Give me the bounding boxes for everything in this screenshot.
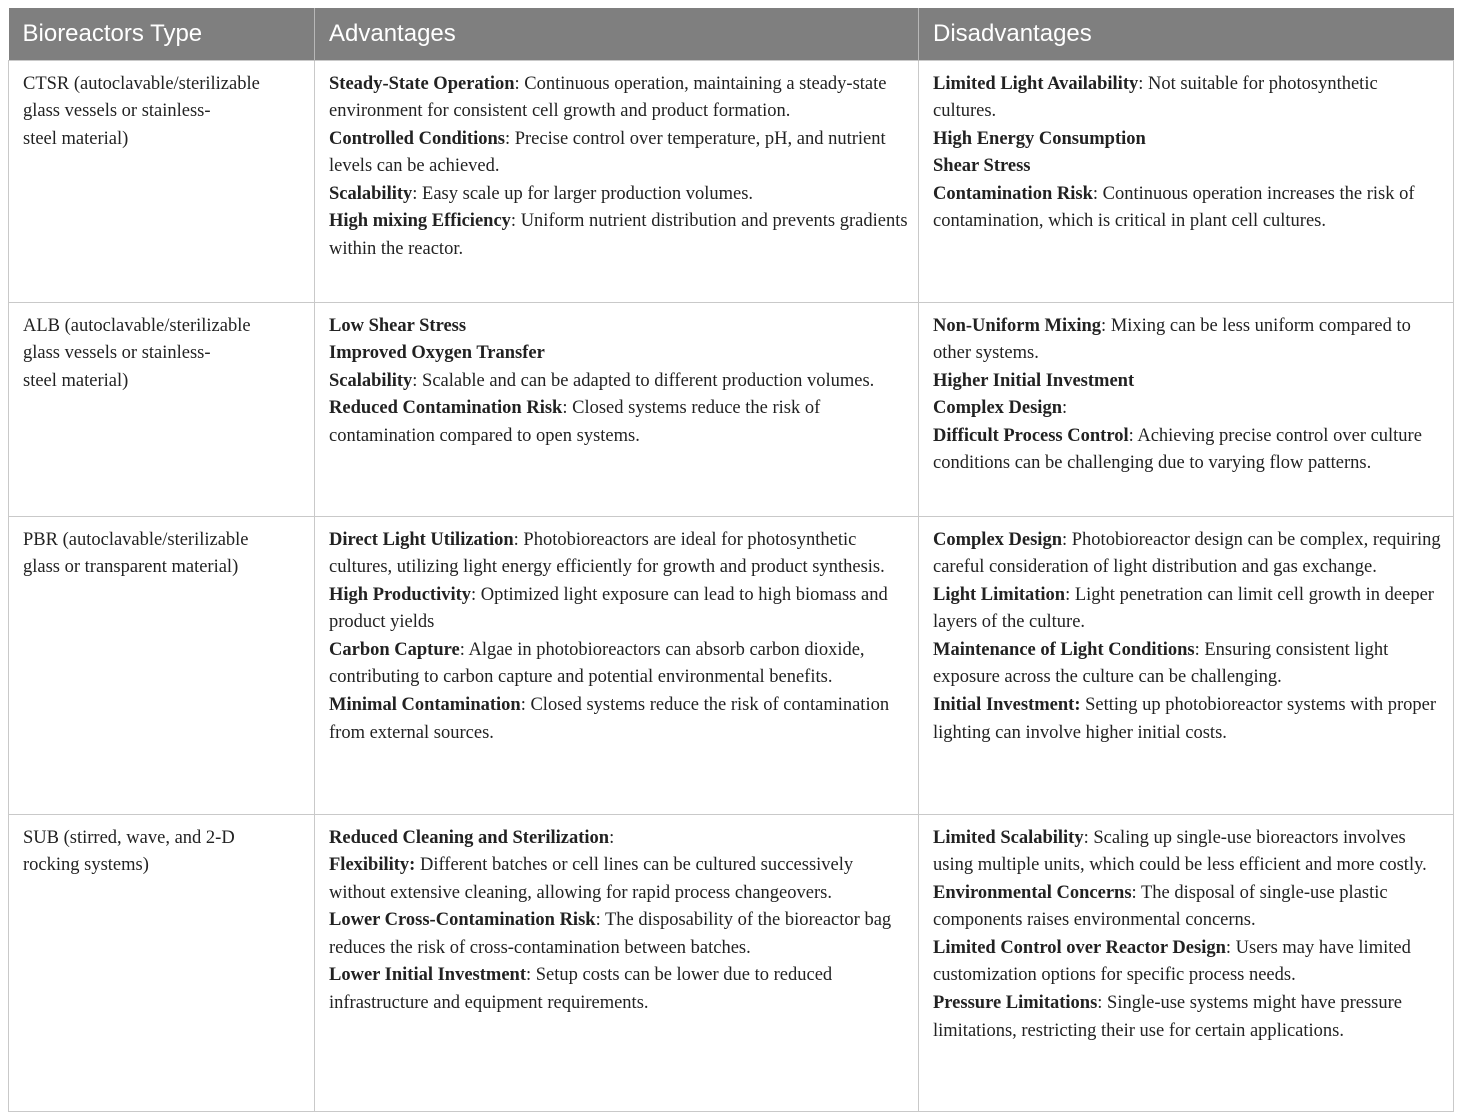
advantage-item-description: Closed systems reduce the risk of contamination compared to open systems. bbox=[329, 398, 821, 446]
advantage-item bbox=[329, 582, 908, 637]
disadvantage-item-separator: : bbox=[1138, 73, 1148, 94]
advantages-cell bbox=[315, 302, 919, 516]
disadvantage-item bbox=[933, 825, 1443, 880]
bioreactor-type-line: CTSR (autoclavable/sterilizable bbox=[23, 73, 260, 94]
disadvantages-cell bbox=[919, 302, 1454, 516]
advantage-item-separator: : bbox=[609, 827, 615, 848]
disadvantage-item-description: Ensuring consistent light exposure across the culture can be challenging. bbox=[933, 639, 1389, 688]
disadvantage-item-description: Single-use systems might have pressure limitations, restricting their use for certain applications. bbox=[933, 993, 1402, 1041]
table-body bbox=[9, 60, 1454, 1111]
advantages-cell bbox=[315, 516, 919, 814]
advantage-item bbox=[329, 637, 908, 692]
table-row bbox=[9, 814, 1454, 1111]
header-disadvantages: Disadvantages bbox=[919, 8, 1454, 60]
advantage-item-term: Improved Oxygen Transfer bbox=[329, 343, 545, 364]
advantage-item-term: Carbon Capture bbox=[329, 639, 460, 660]
disadvantage-item bbox=[933, 368, 1443, 396]
advantage-item-description: Different batches or cell lines can be cultured successively without extensive cleaning, allowing for rapid process changeovers. bbox=[329, 855, 854, 903]
advantage-item bbox=[329, 208, 908, 263]
advantage-item bbox=[329, 692, 908, 747]
disadvantage-item bbox=[933, 692, 1443, 747]
advantage-item-separator: : bbox=[514, 73, 525, 94]
advantage-item-separator: : bbox=[513, 529, 524, 550]
bioreactor-type-line: ALB (autoclavable/sterilizable bbox=[23, 315, 251, 336]
advantage-item-separator: : bbox=[471, 584, 481, 605]
advantage-item-description: Optimized light exposure can lead to high biomass and product yields bbox=[329, 584, 888, 633]
disadvantage-item-description: Scaling up single-use bioreactors involves using multiple units, which could be less efficient and more costly. bbox=[933, 827, 1427, 876]
advantage-item-separator: : bbox=[412, 183, 423, 204]
disadvantage-item-term: High Energy Consumption bbox=[933, 128, 1146, 149]
disadvantage-item-term: Difficult Process Control bbox=[933, 425, 1129, 446]
table-row bbox=[9, 60, 1454, 302]
advantage-item-description: Algae in photobioreactors can absorb carbon dioxide, contributing to carbon capture and potential environmental benefits. bbox=[329, 639, 865, 688]
table-row bbox=[9, 302, 1454, 516]
disadvantage-item bbox=[933, 637, 1443, 692]
disadvantage-item bbox=[933, 935, 1443, 990]
disadvantage-item-separator: : bbox=[1097, 993, 1108, 1014]
advantage-item bbox=[329, 852, 908, 907]
advantage-item-separator: : bbox=[510, 211, 521, 232]
disadvantage-item-term: Contamination Risk bbox=[933, 183, 1093, 204]
bioreactor-type-line: glass vessels or stainless- bbox=[23, 101, 211, 122]
advantage-item-term: Minimal Contamination bbox=[329, 695, 521, 716]
disadvantage-item bbox=[933, 71, 1443, 126]
disadvantage-item bbox=[933, 153, 1443, 181]
disadvantage-item-term: Shear Stress bbox=[933, 156, 1031, 177]
disadvantage-item-term: Complex Design bbox=[933, 529, 1062, 550]
table-header bbox=[9, 8, 1454, 60]
disadvantage-item bbox=[933, 313, 1443, 368]
advantage-item-term: Lower Initial Investment bbox=[329, 965, 526, 986]
disadvantage-item-term: Complex Design bbox=[933, 398, 1062, 419]
advantage-item bbox=[329, 340, 908, 368]
disadvantage-item-term: Non-Uniform Mixing bbox=[933, 315, 1102, 336]
disadvantage-item-description: The disposal of single-use plastic components raises environmental concerns. bbox=[933, 882, 1388, 931]
advantage-item bbox=[329, 368, 908, 396]
advantage-item-separator: : bbox=[526, 965, 536, 986]
advantage-item-separator: : bbox=[459, 639, 469, 660]
advantage-item-term: Direct Light Utilization bbox=[329, 529, 514, 550]
disadvantage-item-description: Mixing can be less uniform compared to other systems. bbox=[933, 315, 1411, 364]
disadvantage-item-term: Environmental Concerns bbox=[933, 882, 1132, 903]
bioreactor-type-line: steel material) bbox=[23, 128, 129, 149]
advantage-item-term: Flexibility: bbox=[329, 855, 416, 876]
advantage-item-separator: : bbox=[504, 128, 515, 149]
bioreactor-type-line: glass vessels or stainless- bbox=[23, 343, 211, 364]
disadvantage-item bbox=[933, 990, 1443, 1045]
advantages-cell bbox=[315, 60, 919, 302]
bioreactor-type-line: PBR (autoclavable/sterilizable bbox=[23, 529, 249, 550]
advantage-item bbox=[329, 962, 908, 1017]
disadvantage-item-term: Maintenance of Light Conditions bbox=[933, 639, 1195, 660]
advantage-item-description: Scalable and can be adapted to different production volumes. bbox=[422, 370, 875, 391]
disadvantage-item-separator: : bbox=[1062, 398, 1068, 419]
bioreactor-type-cell bbox=[9, 516, 315, 814]
disadvantage-item-separator: : bbox=[1092, 183, 1103, 204]
advantage-item-separator: : bbox=[412, 370, 423, 391]
disadvantage-item bbox=[933, 181, 1443, 236]
advantage-item-separator: : bbox=[595, 910, 605, 931]
advantage-item-term: Reduced Cleaning and Sterilization bbox=[329, 827, 610, 848]
advantage-item-term: Reduced Contamination Risk bbox=[329, 398, 563, 419]
advantage-item-description: Continuous operation, maintaining a steady-state environment for consistent cell growth and product formation. bbox=[329, 73, 887, 122]
disadvantage-item bbox=[933, 527, 1443, 582]
header-bioreactors-type: Bioreactors Type bbox=[9, 8, 315, 60]
advantage-item-term: Scalability bbox=[329, 183, 413, 204]
bioreactor-type-line: rocking systems) bbox=[23, 855, 149, 876]
bioreactor-type-line: steel material) bbox=[23, 370, 129, 391]
advantage-item bbox=[329, 313, 908, 341]
disadvantage-item-separator: : bbox=[1101, 315, 1111, 336]
disadvantage-item-description: Photobioreactor design can be complex, requiring careful consideration of light distribution and gas exchange. bbox=[933, 529, 1441, 578]
advantage-item-description: Photobioreactors are ideal for photosynthetic cultures, utilizing light energy efficiently for growth and product synthesis. bbox=[329, 529, 885, 578]
bioreactor-comparison-table bbox=[8, 8, 1454, 1112]
advantage-item bbox=[329, 907, 908, 962]
advantage-item-separator: : bbox=[562, 398, 573, 419]
advantage-item-description: Precise control over temperature, pH, and nutrient levels can be achieved. bbox=[329, 128, 886, 177]
header-advantages: Advantages bbox=[315, 8, 919, 60]
bioreactor-type-cell bbox=[9, 302, 315, 516]
disadvantage-item-description: Continuous operation increases the risk of contamination, which is critical in plant cell cultures. bbox=[933, 183, 1415, 232]
disadvantage-item-term: Limited Control over Reactor Design bbox=[933, 937, 1226, 958]
advantage-item bbox=[329, 825, 908, 853]
advantage-item bbox=[329, 527, 908, 582]
disadvantage-item bbox=[933, 423, 1443, 478]
header-row bbox=[9, 8, 1454, 60]
disadvantage-item bbox=[933, 126, 1443, 154]
advantage-item bbox=[329, 71, 908, 126]
disadvantage-item-term: Initial Investment: bbox=[933, 695, 1081, 716]
advantage-item-separator: : bbox=[520, 695, 531, 716]
disadvantages-cell bbox=[919, 60, 1454, 302]
disadvantage-item-separator: : bbox=[1131, 882, 1141, 903]
bioreactor-type-line: SUB (stirred, wave, and 2-D bbox=[23, 827, 235, 848]
disadvantage-item-separator: : bbox=[1225, 937, 1236, 958]
advantage-item-description: Setup costs can be lower due to reduced infrastructure and equipment requirements. bbox=[329, 965, 833, 1014]
disadvantage-item-separator: : bbox=[1083, 827, 1094, 848]
disadvantage-item-description: Light penetration can limit cell growth in deeper layers of the culture. bbox=[933, 584, 1434, 633]
disadvantage-item-term: Higher Initial Investment bbox=[933, 370, 1135, 391]
advantage-item-term: Low Shear Stress bbox=[329, 315, 467, 336]
disadvantage-item-separator: : bbox=[1128, 425, 1138, 446]
disadvantages-cell bbox=[919, 516, 1454, 814]
disadvantage-item-term: Light Limitation bbox=[933, 584, 1066, 605]
disadvantage-item-description: Not suitable for photosynthetic cultures. bbox=[933, 73, 1378, 122]
advantages-cell bbox=[315, 814, 919, 1111]
disadvantage-item-description: Setting up photobioreactor systems with proper lighting can involve higher initial costs. bbox=[933, 695, 1437, 743]
disadvantage-item-term: Limited Scalability bbox=[933, 827, 1084, 848]
disadvantage-item-description: Users may have limited customization options for specific process needs. bbox=[933, 937, 1411, 986]
disadvantage-item bbox=[933, 582, 1443, 637]
disadvantage-item bbox=[933, 880, 1443, 935]
advantage-item bbox=[329, 395, 908, 450]
advantage-item-description: Easy scale up for larger production volumes. bbox=[422, 183, 754, 204]
advantage-item-term: Steady-State Operation bbox=[329, 73, 515, 94]
disadvantage-item-separator: : bbox=[1065, 584, 1075, 605]
disadvantages-cell bbox=[919, 814, 1454, 1111]
advantage-item-description: The disposability of the bioreactor bag reduces the risk of cross-contamination between batches. bbox=[329, 910, 892, 958]
disadvantage-item-term: Limited Light Availability bbox=[933, 73, 1139, 94]
disadvantage-item bbox=[933, 395, 1443, 423]
advantage-item-term: Scalability bbox=[329, 370, 413, 391]
disadvantage-item-description: Achieving precise control over culture conditions can be challenging due to varying flow patterns. bbox=[933, 425, 1422, 474]
advantage-item bbox=[329, 181, 908, 209]
bioreactor-type-cell bbox=[9, 60, 315, 302]
table-row bbox=[9, 516, 1454, 814]
disadvantage-item-separator: : bbox=[1194, 639, 1205, 660]
advantage-item-term: Controlled Conditions bbox=[329, 128, 505, 149]
advantage-item-term: High Productivity bbox=[329, 584, 472, 605]
advantage-item-term: Lower Cross-Contamination Risk bbox=[329, 910, 596, 931]
bioreactor-type-line: glass or transparent material) bbox=[23, 557, 239, 578]
disadvantage-item-term: Pressure Limitations bbox=[933, 993, 1098, 1014]
advantage-item bbox=[329, 126, 908, 181]
disadvantage-item-separator: : bbox=[1062, 529, 1072, 550]
advantage-item-description: Uniform nutrient distribution and prevents gradients within the reactor. bbox=[329, 211, 908, 260]
bioreactor-type-cell bbox=[9, 814, 315, 1111]
advantage-item-term: High mixing Efficiency bbox=[329, 211, 511, 232]
advantage-item-description: Closed systems reduce the risk of contamination from external sources. bbox=[329, 695, 890, 743]
